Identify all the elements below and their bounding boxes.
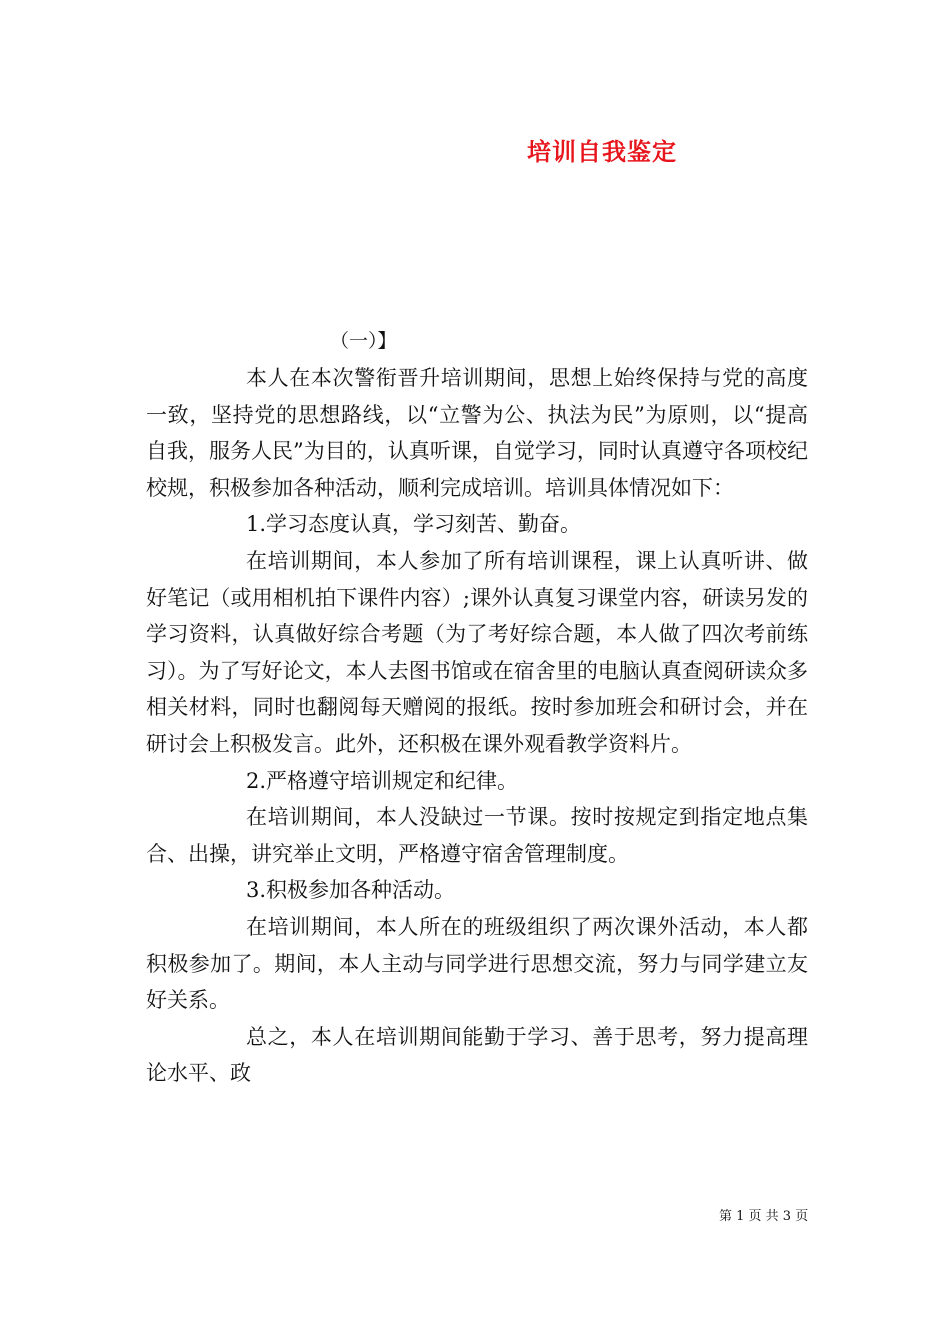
paragraph-intro: 本人在本次警衔晋升培训期间，思想上始终保持与党的高度一致，坚持党的思想路线，以“立警为公、执法为民”为原则，以“提高自我，服务人民”为目的，认真听课，自觉学习，同时认真遵守各项校纪校规，积极参加各种活动，顺利完成培训。培训具体情况如下：: [146, 366, 808, 500]
list-heading-1: 1.学习态度认真，学习刻苦、勤奋。: [246, 512, 582, 537]
paragraph-summary: 总之，本人在培训期间能勤于学习、善于思考，努力提高理论水平、政: [146, 1024, 808, 1086]
document-body: [146, 360, 808, 1092]
paragraph-study: 在培训期间，本人参加了所有培训课程，课上认真听讲、做好笔记（或用相机拍下课件内容）;课外认真复习课堂内容，研读另发的学习资料，认真做好综合考题（为了考好综合题，本人做了四次考前练习）。为了写好论文，本人去图书馆或在宿舍里的电脑认真查阅研读众多相关材料，同时也翻阅每天赠阅的报纸。按时参加班会和研讨会，并在研讨会上积极发言。此外，还积极在课外观看教学资料片。: [146, 548, 808, 756]
list-heading-2: 2.严格遵守培训规定和纪律。: [246, 768, 519, 793]
paragraph-discipline: 在培训期间，本人没缺过一节课。按时按规定到指定地点集合、出操，讲究举止文明，严格遵守宿舍管理制度。: [146, 805, 808, 866]
list-heading-3: 3.积极参加各种活动。: [246, 878, 456, 903]
page-number-footer: 第 1 页 共 3 页: [719, 1209, 809, 1224]
document-title: 培训自我鉴定: [527, 137, 677, 166]
paragraph-activities: 在培训期间，本人所在的班级组织了两次课外活动，本人都积极参加了。期间，本人主动与同学进行思想交流，努力与同学建立友好关系。: [146, 914, 808, 1013]
section-mark: （一）】: [330, 330, 397, 352]
